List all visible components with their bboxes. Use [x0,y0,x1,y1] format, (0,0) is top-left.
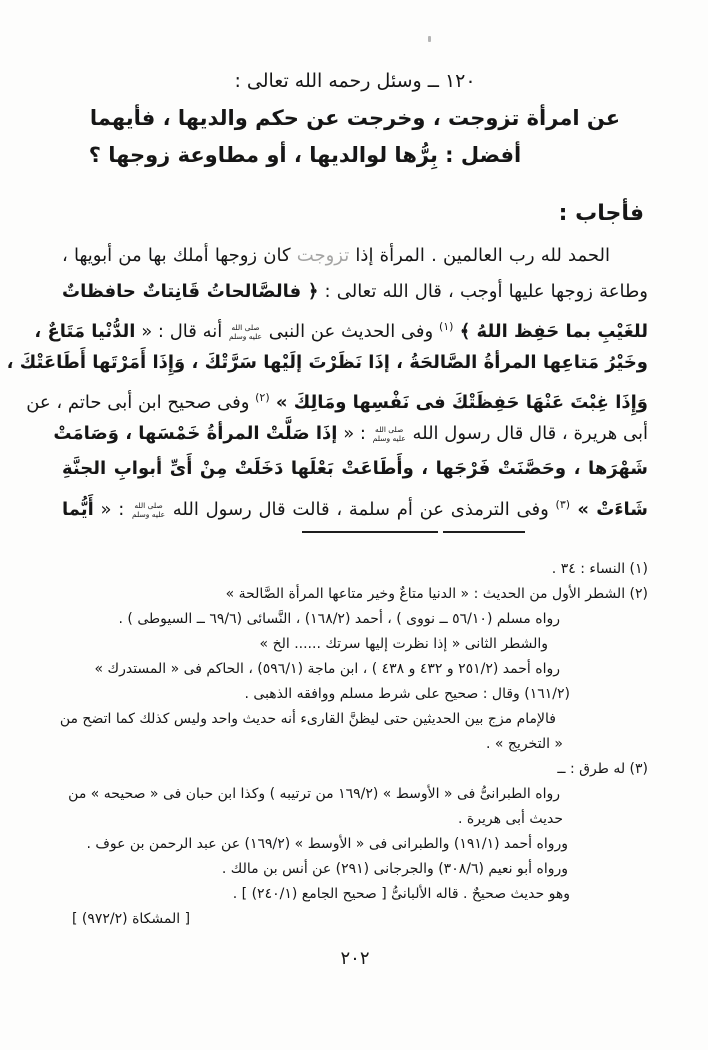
footnote-line: (١٦١/٢) وقال : صحيح على شرط مسلم ووافقه الذهبى . [244,686,570,702]
question-text-line-2: أفضل : بِرُّها لوالديها ، أو مطاوعة زوجها ؟ [88,143,522,167]
footnote-separator [62,531,648,534]
body-line: وَإِذَا غِبْتَ عَنْهَا حَفِظَتْكَ فى نَفْسِها ومَالِكَ » $^{(٢)}$ وفى صحيح ابن أبى حاتم ، عن [26,391,648,413]
pbuh-honorific-seal: صلى الله عليه وسلم [132,500,166,519]
body-line: أبى هريرة ، قال قال رسول الله صلى الله عليه وسلم : « إذَا صَلَّتْ المرأةُ خَمْسَها ، وَصَامَتْ [53,422,648,444]
body-line: شَهْرَها ، وحَصَّنَتْ فَرْجَها ، وأَطَاعَتْ بَعْلَها دَخَلَتْ مِنْ أَىِّ أبوابِ الجنَّةِ [62,458,648,479]
footnote-line: فالإمام مزج بين الحديثين حتى ليظنَّ القارىء أنه حديث واحد وليس كذلك كما اتضح من [59,711,556,727]
body-line: الحمد لله رب العالمين . المرأة إذا تزوجت كان زوجها أملك بها من أبويها ، [62,245,610,266]
footnote-line: ورواه أبو نعيم (٣٠٨/٦) والجرجانى (٢٩١) عن أنس بن مالك . [221,861,568,877]
footnote-line: رواه الطبرانىُّ فى « الأوسط » (١٦٩/٢ من ترتيبه ) وكذا ابن حبان فى « صحيحه » من [68,786,560,802]
footnote-line: حديث أبى هريرة . [458,811,563,827]
footnote-line: (٢) الشطر الأول من الحديث : « الدنيا متاعٌ وخير متاعها المرأة الصَّالحة » [225,586,648,602]
separator-segment [443,531,525,533]
footnote-line: وهو حديث صحيحٌ . قاله الألبانىُّ [ صحيح الجامع (٢٤٠/١) ] . [232,886,570,902]
footnote-line: والشطر الثانى « إذا نظرت إليها سرتك ...... الخ » [259,636,548,652]
footnote-line: رواه أحمد (٢٥١/٢ و ٤٣٢ و ٤٣٨ ) ، ابن ماجة (٥٩٦/١) ، الحاكم فى « المستدرك » [94,661,560,677]
answer-heading: فأجاب : [558,201,644,226]
pbuh-honorific-seal: صلى الله عليه وسلم [372,424,406,443]
page-number: ٢٠٢ [340,948,370,969]
pbuh-honorific-seal: صلى الله عليه وسلم [228,323,262,341]
question-text-line-1: عن امرأة تزوجت ، وخرجت عن حكم والديها ، فأيهما [89,106,621,130]
body-line: شَاءَتْ » $^{(٣)}$ وفى الترمذى عن أم سلمة ، قالت قال رسول الله صلى الله عليه وسلم : « أَيُّما [62,497,648,520]
footnote-line: رواه مسلم (٥٦/١٠ ــ نووى ) ، أحمد (١٦٨/٢) ، النَّسائى (٦٩/٦ ــ السيوطى ) . [118,611,560,627]
footnote-line: [ المشكاة (٩٧٢/٢) ] [72,911,191,927]
answer-body-paragraph [6,238,649,522]
question-number-heading: ١٢٠ ــ وسئل رحمه الله تعالى : [234,70,476,92]
body-line: وخَيْرُ مَتاعِها المرأةُ الصَّالحَةُ ، إذَا نَظَرْتَ إلَيْها سَرَّتْكَ ، وَإِذَا أَمَرْتَها أَطَاعَتْكَ ، [6,351,648,373]
separator-segment [302,531,438,533]
footnote-line: (٣) له طرق : ــ [557,761,648,777]
footnote-line: ورواه أحمد (١٩١/١) والطبرانى فى « الأوسط » (١٦٩/٢) عن عبد الرحمن بن عوف . [86,836,568,852]
body-line: للغَيْبِ بما حَفِظ اللهُ ﴾ $^{(١)}$ وفى الحديث عن النبى صلى الله عليه وسلم أنه قال : « الدُّنْيا مَتَاعٌ ، [34,320,648,342]
body-line: وطاعة زوجها عليها أوجب ، قال الله تعالى : ﴿ فالصَّالحاتُ قَانِتاتٌ حافظاتٌ [62,280,649,302]
scan-speck [428,36,431,42]
footnote-line: (١) النساء : ٣٤ . [551,561,648,577]
footnote-line: « التخريج » . [485,736,563,752]
footnotes [59,557,648,932]
